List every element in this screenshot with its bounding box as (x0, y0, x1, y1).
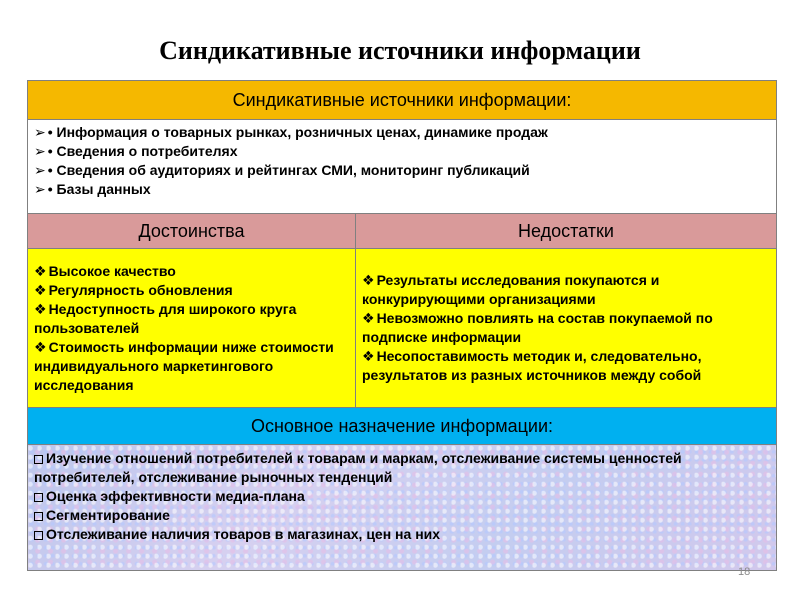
arrow-bullet-icon: ➢ (34, 124, 46, 140)
sources-header: Синдикативные источники информации: (28, 81, 777, 120)
list-item: ❖ Недоступность для широкого круга пользователей (34, 300, 297, 336)
diamond-bullet-icon: ❖ (34, 300, 47, 317)
arrow-bullet-icon: ➢ (34, 143, 46, 159)
diamond-bullet-icon: ❖ (34, 338, 47, 355)
page-number: 18 (738, 566, 751, 578)
list-item: ❖ Стоимость информации ниже стоимости индивидуального маркетингового исследования (34, 338, 334, 393)
disadvantages-header: Недостатки (356, 214, 777, 249)
advantages-list (34, 262, 349, 395)
list-item: ➢ • Базы данных (34, 181, 151, 197)
arrow-bullet-icon: ➢ (34, 162, 46, 178)
slide-title: Синдикативные источники информации (159, 36, 641, 65)
checkbox-bullet-icon (34, 493, 43, 502)
list-item: Изучение отношений потребителей к товарам и маркам, отслеживание системы ценностей потребителей, отслеживание рыночных тенденций (34, 450, 682, 485)
list-item: ❖ Регулярность обновления (34, 281, 233, 298)
sources-table (27, 80, 777, 571)
list-item: ❖ Результаты исследования покупаются и конкурирующими организациями (362, 272, 660, 307)
list-item: ➢ • Сведения об аудиториях и рейтингах СМИ, мониторинг публикаций (34, 162, 530, 178)
list-item: Оценка эффективности медиа-плана (34, 487, 770, 506)
diamond-bullet-icon: ❖ (362, 272, 375, 288)
checkbox-bullet-icon (34, 531, 43, 540)
diamond-bullet-icon: ❖ (34, 262, 47, 279)
list-item: Отслеживание наличия товаров в магазинах, цен на них (34, 525, 770, 544)
purpose-list (34, 449, 770, 544)
list-item: Сегментирование (34, 506, 770, 525)
disadvantages-list (362, 271, 770, 385)
checkbox-bullet-icon (34, 455, 43, 464)
arrow-bullet-icon: ➢ (34, 181, 46, 197)
diamond-bullet-icon: ❖ (34, 281, 47, 298)
checkbox-bullet-icon (34, 512, 43, 521)
disadvantages-cell (356, 249, 777, 408)
list-item: ➢ • Сведения о потребителях (34, 143, 238, 159)
advantages-cell (28, 249, 356, 408)
list-item: ❖ Несопоставимость методик и, следовательно, результатов из разных источников между собой (362, 348, 702, 383)
purpose-cell (28, 445, 777, 571)
advantages-header: Достоинства (28, 214, 356, 249)
sources-cell (28, 120, 777, 214)
list-item: ❖ Высокое качество (34, 262, 176, 279)
sources-list (34, 123, 770, 199)
diamond-bullet-icon: ❖ (362, 310, 375, 326)
list-item: ❖ Невозможно повлиять на состав покупаемой по подписке информации (362, 310, 713, 345)
list-item: ➢ • Информация о товарных рынках, розничных ценах, динамике продаж (34, 124, 548, 140)
diamond-bullet-icon: ❖ (362, 348, 375, 364)
purpose-header: Основное назначение информации: (28, 408, 777, 445)
